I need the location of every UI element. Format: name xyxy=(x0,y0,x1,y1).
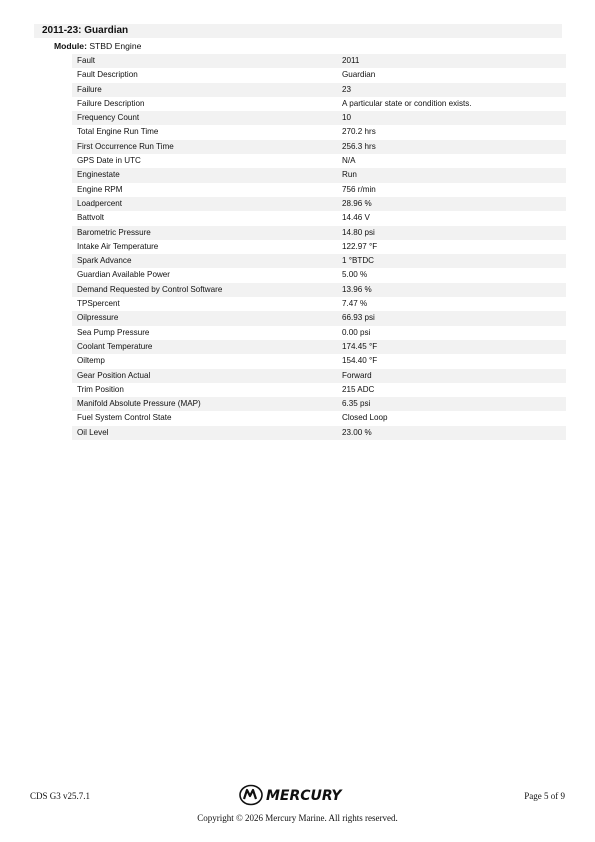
copyright: Copyright © 2026 Mercury Marine. All rights reserved. xyxy=(197,813,398,823)
table-row xyxy=(72,68,566,82)
parameter-name: Frequency Count xyxy=(77,113,140,123)
parameter-value: 23.00 % xyxy=(342,427,372,437)
parameter-name: Fuel System Control State xyxy=(77,413,172,423)
parameter-name: Fault xyxy=(77,56,95,65)
parameter-name: Oil Level xyxy=(77,427,109,437)
parameter-value: Guardian xyxy=(342,70,376,80)
parameter-value: 1 °BTDC xyxy=(342,256,375,266)
table-row xyxy=(72,197,566,211)
table-row xyxy=(72,354,566,368)
parameter-name: TPSpercent xyxy=(77,299,120,309)
logo-text: MERCURY xyxy=(266,788,342,804)
parameter-name: Enginestate xyxy=(77,170,120,180)
table-row xyxy=(72,240,566,254)
module-value: STBD Engine xyxy=(89,41,142,51)
parameter-value: N/A xyxy=(342,156,356,166)
parameter-name: Manifold Absolute Pressure (MAP) xyxy=(77,399,201,409)
table-row xyxy=(72,326,566,340)
parameter-name: Oiltemp xyxy=(77,356,105,366)
table-row xyxy=(72,268,566,282)
page-number: Page 5 of 9 xyxy=(524,791,565,801)
parameter-value: 6.35 psi xyxy=(342,399,371,409)
parameter-value: 23 xyxy=(342,84,352,94)
parameter-value: 66.93 psi xyxy=(342,313,375,323)
table-row xyxy=(72,340,566,354)
parameter-name: Oilpressure xyxy=(77,313,119,323)
parameter-value: 215 ADC xyxy=(342,384,375,394)
table-row xyxy=(72,311,566,325)
parameter-name: Trim Position xyxy=(77,384,124,394)
table-row xyxy=(72,369,566,383)
parameter-name: Battvolt xyxy=(77,213,104,223)
footer-version: CDS G3 v25.7.1 xyxy=(30,791,91,801)
table-row xyxy=(72,226,566,240)
table-row xyxy=(72,54,566,68)
table-row xyxy=(72,211,566,225)
table-row xyxy=(72,97,566,111)
parameter-value: 10 xyxy=(342,113,352,123)
mercury-logo xyxy=(239,784,357,806)
table-row xyxy=(72,397,566,411)
table-row xyxy=(72,383,566,397)
table-row xyxy=(72,140,566,154)
table-row xyxy=(72,154,566,168)
parameter-value: 14.80 psi xyxy=(342,227,375,237)
parameter-name: Spark Advance xyxy=(77,256,132,266)
parameter-value: 13.96 % xyxy=(342,284,372,294)
parameter-value: 5.00 % xyxy=(342,270,368,280)
parameter-name: GPS Date in UTC xyxy=(77,156,141,166)
parameter-value: 154.40 °F xyxy=(342,356,378,366)
table-row xyxy=(72,426,566,440)
parameter-value: 756 r/min xyxy=(342,184,376,194)
parameter-value: Run xyxy=(342,170,357,180)
parameter-name: Engine RPM xyxy=(77,184,123,194)
table-row xyxy=(72,254,566,268)
table-row xyxy=(72,83,566,97)
module-line xyxy=(54,41,141,52)
parameter-name: Barometric Pressure xyxy=(77,227,151,237)
parameter-name: Guardian Available Power xyxy=(77,270,170,280)
section-title: 2011-23: Guardian xyxy=(42,25,129,36)
parameter-value: 0.00 psi xyxy=(342,327,371,337)
parameter-value: 122.97 °F xyxy=(342,241,378,251)
parameter-value: 14.46 V xyxy=(342,213,370,223)
parameter-value: 2011 xyxy=(342,56,360,65)
parameter-name: Total Engine Run Time xyxy=(77,127,159,137)
parameter-value: 256.3 hrs xyxy=(342,141,376,151)
parameter-value: 7.47 % xyxy=(342,299,368,309)
parameter-value: Closed Loop xyxy=(342,413,388,423)
parameter-value: 174.45 °F xyxy=(342,341,378,351)
table-row xyxy=(72,283,566,297)
parameter-name: Failure xyxy=(77,84,102,94)
parameter-name: Gear Position Actual xyxy=(77,370,151,380)
parameter-name: Sea Pump Pressure xyxy=(77,327,150,337)
table-row xyxy=(72,183,566,197)
table-row xyxy=(72,411,566,425)
parameter-name: Intake Air Temperature xyxy=(77,241,159,251)
parameter-name: Fault Description xyxy=(77,70,138,80)
parameter-name: Loadpercent xyxy=(77,198,123,208)
module-label: Module: xyxy=(54,41,87,51)
parameter-value: 28.96 % xyxy=(342,198,372,208)
fault-detail-table xyxy=(72,54,566,440)
parameter-name: Coolant Temperature xyxy=(77,341,153,351)
table-row xyxy=(72,297,566,311)
section-header xyxy=(34,24,562,38)
parameter-name: Demand Requested by Control Software xyxy=(77,284,223,294)
parameter-name: First Occurrence Run Time xyxy=(77,141,174,151)
parameter-value: 270.2 hrs xyxy=(342,127,376,137)
table-row xyxy=(72,125,566,139)
parameter-value: Forward xyxy=(342,370,372,380)
mercury-logo-icon xyxy=(239,784,357,806)
table-row xyxy=(72,111,566,125)
parameter-value: A particular state or condition exists. xyxy=(342,98,472,108)
parameter-name: Failure Description xyxy=(77,98,145,108)
table-row xyxy=(72,168,566,182)
